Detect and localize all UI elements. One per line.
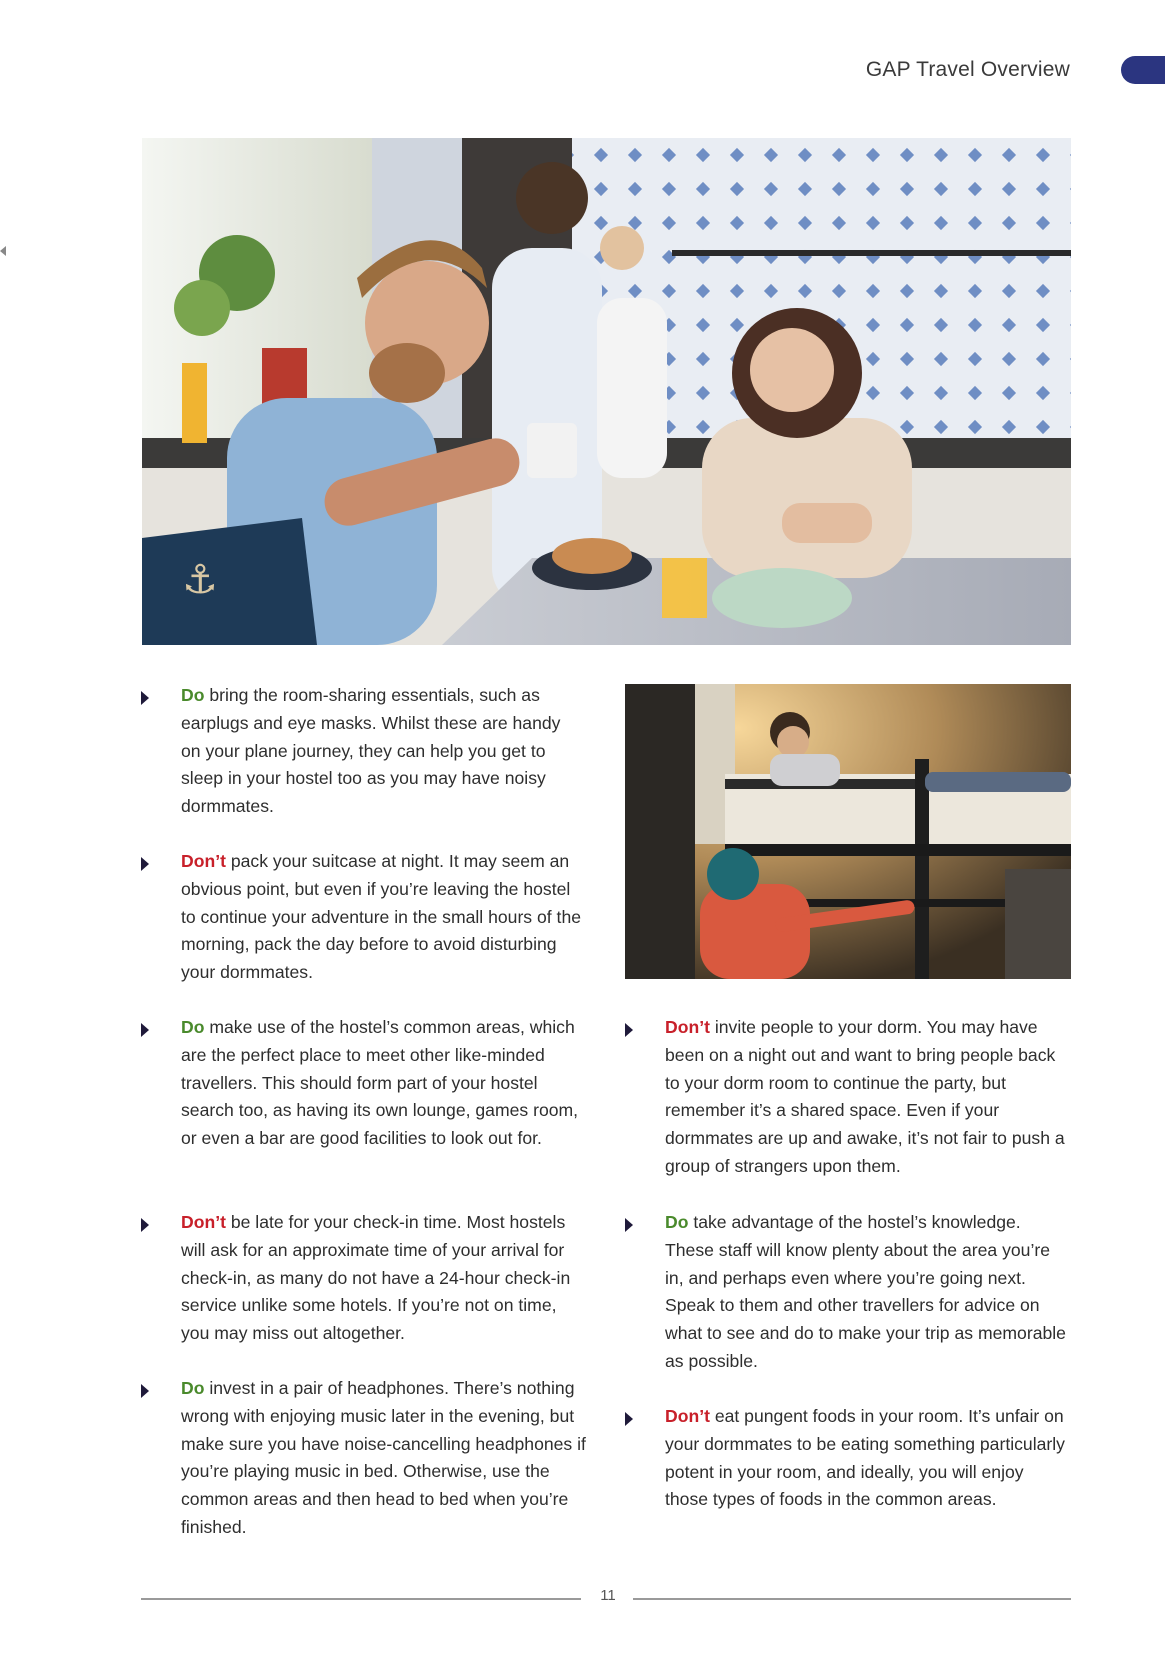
tip-item — [181, 1209, 586, 1348]
tip-keyword-do: Do — [665, 1212, 689, 1232]
tip-keyword-do: Do — [181, 1378, 205, 1398]
tip-text: eat pungent foods in your room. It’s unfair on your dormmates to be eating something particularly potent in your room, and ideally, you will enjoy those types of foods in the common areas. — [665, 1406, 1065, 1510]
tip-keyword-do: Do — [181, 685, 205, 705]
tip-keyword-dont: Don’t — [665, 1406, 710, 1426]
bullet-arrow-icon — [141, 1384, 149, 1398]
bullet-arrow-icon — [141, 857, 149, 871]
tip-item — [181, 1375, 586, 1542]
tip-keyword-dont: Don’t — [665, 1017, 710, 1037]
hero-photo-hostel-kitchen — [142, 138, 1071, 645]
header-tab-marker — [1121, 56, 1165, 84]
bullet-arrow-icon — [141, 1218, 149, 1232]
bullet-arrow-icon — [625, 1412, 633, 1426]
edge-marker-icon — [0, 246, 6, 256]
photo-hostel-bunkbed — [625, 684, 1071, 979]
tip-text: be late for your check-in time. Most hostels will ask for an approximate time of your arrival for check-in, as many do not have a 24-hour check-in service unlike some hotels. If you’re not on time, you may miss out altogether. — [181, 1212, 571, 1344]
bullet-arrow-icon — [625, 1218, 633, 1232]
bullet-arrow-icon — [141, 691, 149, 705]
svg-text:⚓: ⚓ — [182, 557, 218, 603]
tip-text: invest in a pair of headphones. There’s nothing wrong with enjoying music later in the evening, but make sure you have noise-cancelling headphones if you’re playing music in bed. Otherwise, use the common areas and then head to bed when you’re finished. — [181, 1378, 586, 1537]
tip-item — [181, 848, 581, 987]
tip-keyword-do: Do — [181, 1017, 205, 1037]
bullet-arrow-icon — [625, 1023, 633, 1037]
tip-keyword-dont: Don’t — [181, 1212, 226, 1232]
tip-text: invite people to your dorm. You may have been on a night out and want to bring people back to your dorm room to continue the party, but remember it’s a shared space. Even if your dormmates are up and awake, it’s not fair to push a group of strangers upon them. — [665, 1017, 1065, 1176]
tip-item — [665, 1014, 1070, 1181]
tip-text: bring the room-sharing essentials, such as earplugs and eye masks. Whilst these are handy on your plane journey, they can help you get to sleep in your hostel too as you may have noisy dormmates. — [181, 685, 561, 817]
tip-item — [665, 1403, 1065, 1514]
tip-item — [665, 1209, 1070, 1376]
tip-text: make use of the hostel’s common areas, which are the perfect place to meet other like-minded travellers. This should form part of your hostel search too, as having its own lounge, games room, or even a bar are good facilities to look out for. — [181, 1017, 579, 1149]
header-title: GAP Travel Overview — [865, 58, 1070, 81]
tip-item — [181, 682, 581, 821]
bullet-arrow-icon — [141, 1023, 149, 1037]
tip-keyword-dont: Don’t — [181, 851, 226, 871]
tip-text: pack your suitcase at night. It may seem an obvious point, but even if you’re leaving the hostel to continue your adventure in the small hours of the morning, pack the day before to avoid disturbing your dormmates. — [181, 851, 582, 983]
footer-divider-left — [141, 1598, 581, 1600]
tip-text: take advantage of the hostel’s knowledge. These staff will know plenty about the area you’re in, and perhaps even where you’re going next. Speak to them and other travellers for advice on what to see and do to make your trip as memorable as possible. — [665, 1212, 1066, 1371]
footer-divider-right — [633, 1598, 1071, 1600]
page-number: 11 — [600, 1587, 616, 1604]
tip-item — [181, 1014, 586, 1153]
